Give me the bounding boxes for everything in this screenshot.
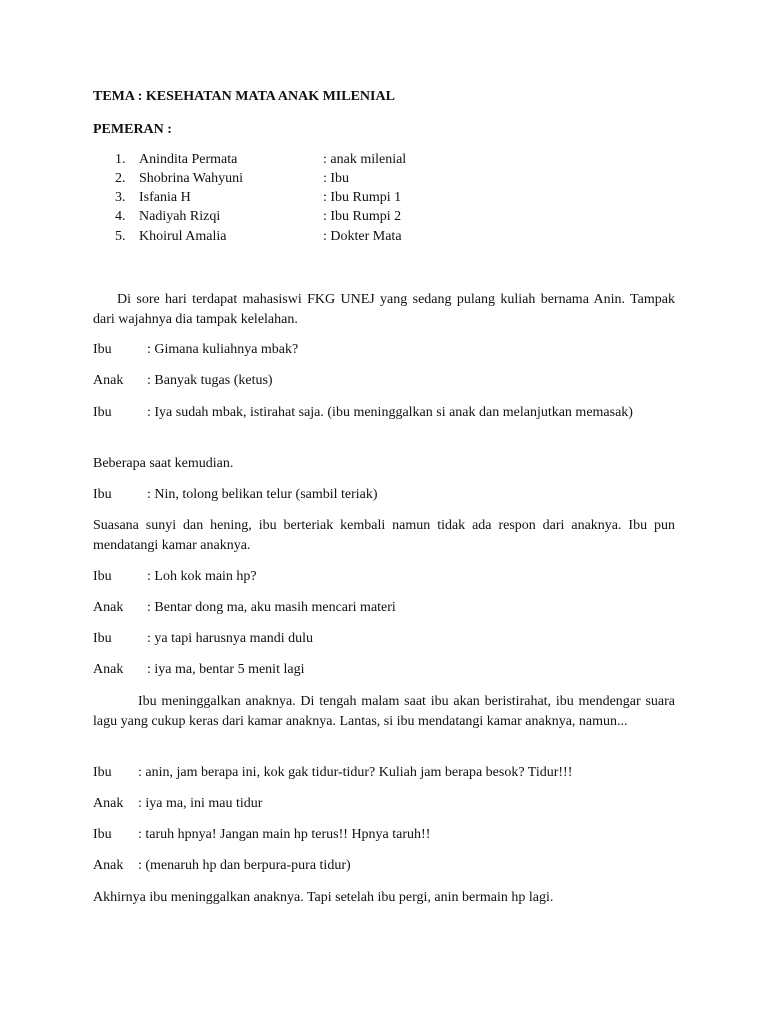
cast-name: Isfania H (139, 190, 191, 205)
narration-paragraph: Di sore hari terdapat mahasiswi FKG UNEJ yang sedang pulang kuliah bernama Anin. Tampak dari wajahnya dia tampak kelelahan. (93, 292, 675, 327)
dialog-line: : (menaruh hp dan berpura-pura tidur) (138, 858, 351, 873)
dialog-line: : Bentar dong ma, aku masih mencari materi (147, 600, 396, 615)
dialog-speaker: Ibu (93, 405, 112, 420)
dialog-speaker: Anak (93, 662, 124, 677)
dialog-speaker: Anak (93, 600, 124, 615)
dialog-line: : iya ma, ini mau tidur (138, 796, 263, 811)
dialog-speaker: Ibu (93, 487, 112, 502)
dialog-line: : Nin, tolong belikan telur (sambil teriak) (147, 487, 378, 502)
cast-number: 3. (115, 190, 126, 205)
cast-number: 1. (115, 152, 126, 167)
cast-number: 2. (115, 171, 126, 186)
cast-name: Khoirul Amalia (139, 229, 227, 244)
dialog-speaker: Ibu (93, 827, 112, 842)
dialog-line: : iya ma, bentar 5 menit lagi (147, 662, 305, 677)
dialog-line: : ya tapi harusnya mandi dulu (147, 631, 314, 646)
narration-paragraph: Ibu meninggalkan anaknya. Di tengah malam saat ibu akan beristirahat, ibu mendengar suara lagu yang cukup keras dari kamar anaknya. Lantas, si ibu mendatangi kamar anaknya, namun... (93, 694, 675, 729)
narration-paragraph: Beberapa saat kemudian. (93, 456, 234, 471)
dialog-line: : Loh kok main hp? (147, 569, 257, 584)
cast-heading: PEMERAN : (93, 122, 172, 137)
dialog-line: : Gimana kuliahnya mbak? (147, 342, 299, 357)
cast-name: Nadiyah Rizqi (139, 209, 221, 224)
cast-role: : Ibu (323, 171, 350, 186)
dialog-line: : Iya sudah mbak, istirahat saja. (ibu meninggalkan si anak dan melanjutkan memasak) (147, 405, 633, 420)
cast-role: : anak milenial (323, 152, 407, 167)
narration-paragraph: Akhirnya ibu meninggalkan anaknya. Tapi setelah ibu pergi, anin bermain hp lagi. (93, 890, 554, 905)
cast-name: Anindita Permata (139, 152, 238, 167)
document-title: TEMA : KESEHATAN MATA ANAK MILENIAL (93, 89, 395, 104)
dialog-speaker: Ibu (93, 569, 112, 584)
dialog-speaker: Anak (93, 373, 124, 388)
cast-name: Shobrina Wahyuni (139, 171, 243, 186)
dialog-speaker: Ibu (93, 631, 112, 646)
dialog-speaker: Ibu (93, 342, 112, 357)
narration-paragraph: Suasana sunyi dan hening, ibu berteriak kembali namun tidak ada respon dari anaknya. Ibu pun mendatangi kamar anaknya. (93, 518, 675, 553)
dialog-line: : anin, jam berapa ini, kok gak tidur-tidur? Kuliah jam berapa besok? Tidur!!! (138, 765, 573, 780)
cast-number: 5. (115, 229, 126, 244)
dialog-line: : taruh hpnya! Jangan main hp terus!! Hpnya taruh!! (138, 827, 431, 842)
cast-role: : Ibu Rumpi 2 (323, 209, 402, 224)
dialog-speaker: Anak (93, 858, 124, 873)
cast-role: : Dokter Mata (323, 229, 402, 244)
dialog-speaker: Anak (93, 796, 124, 811)
cast-role: : Ibu Rumpi 1 (323, 190, 402, 205)
dialog-speaker: Ibu (93, 765, 112, 780)
cast-number: 4. (115, 209, 126, 224)
dialog-line: : Banyak tugas (ketus) (147, 373, 273, 388)
